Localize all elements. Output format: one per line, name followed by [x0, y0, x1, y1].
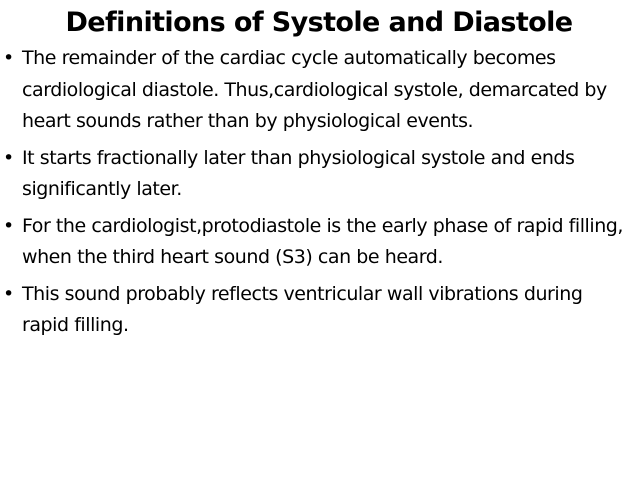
bullet-dot-icon: •: [3, 282, 14, 305]
bullet-dot-icon: •: [3, 214, 14, 237]
bullet-item: [0, 143, 628, 206]
bullet-dot-icon: •: [3, 146, 14, 169]
bullet-item: [0, 211, 628, 274]
bullet-text: The remainder of the cardiac cycle automatically becomes cardiological diastole. Thus,cardiological systole, demarcated by heart sounds rather than by physiological events.: [22, 47, 607, 132]
bullet-item: [0, 43, 628, 138]
bullet-text: For the cardiologist,protodiastole is the early phase of rapid filling, when the third heart sound (S3) can be heard.: [22, 214, 623, 268]
bullet-item: [0, 279, 628, 342]
bullet-text: This sound probably reflects ventricular wall vibrations during rapid filling.: [22, 282, 583, 336]
slide-title: Definitions of Systole and Diastole: [65, 7, 573, 38]
bullet-list: [0, 43, 628, 347]
bullet-dot-icon: •: [3, 47, 14, 69]
bullet-text: It starts fractionally later than physiological systole and ends significantly later.: [22, 146, 575, 200]
